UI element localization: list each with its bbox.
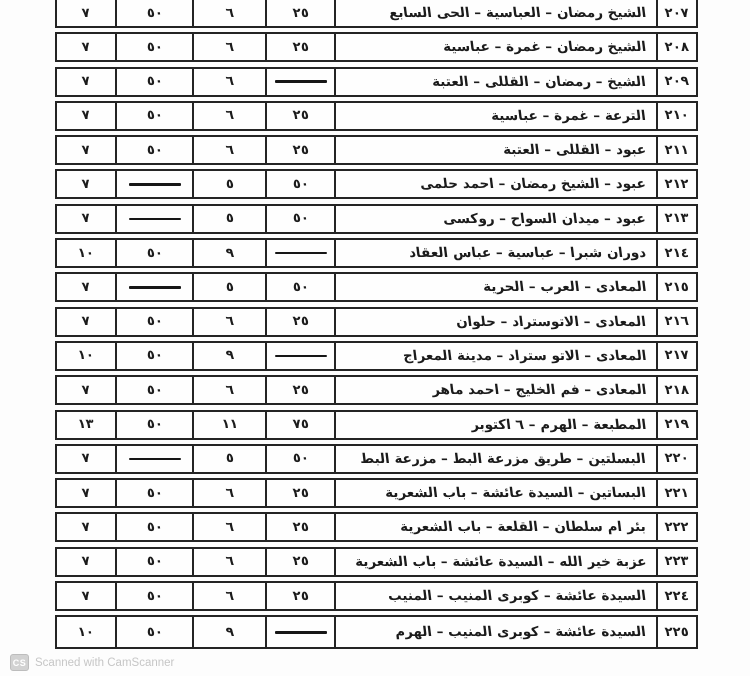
route-name-text: بئر ام سلطان – القلعة – باب الشعرية: [399, 519, 647, 536]
table-row: [55, 32, 698, 62]
fare-col-2-text: ٦: [224, 5, 235, 21]
fare-col-2: [192, 171, 265, 197]
row-number-text: ٢٠٨: [664, 39, 690, 55]
fare-col-3-text: ٥٠: [145, 519, 164, 535]
row-number-text: ٢٢٢: [664, 519, 690, 535]
no-value-dash: [129, 218, 181, 221]
row-number: [656, 549, 696, 575]
fare-col-3: [115, 446, 192, 472]
fare-col-1: [265, 274, 334, 300]
fare-col-3-text: ٥٠: [145, 382, 164, 398]
fare-col-2-text: ٥: [224, 279, 235, 295]
fare-col-2-text: ٥: [224, 451, 235, 467]
row-number-text: ٢٠٩: [664, 74, 690, 90]
fare-col-4-text: ٧: [81, 451, 91, 467]
route-name-text: البسلتين – طريق مزرعة البط – مزرعة البط: [359, 450, 647, 467]
fare-col-4: [57, 0, 115, 26]
no-value-dash: [275, 252, 327, 255]
table-row: [55, 478, 698, 508]
camscanner-watermark: [10, 654, 174, 671]
no-value-dash: [275, 80, 327, 83]
table-row: [55, 444, 698, 474]
route-name: [334, 617, 656, 647]
fare-col-4: [57, 480, 115, 506]
fare-col-3: [115, 103, 192, 129]
fare-col-4: [57, 240, 115, 266]
row-number: [656, 274, 696, 300]
row-number: [656, 377, 696, 403]
fare-col-3: [115, 171, 192, 197]
fare-col-1-text: ٥٠: [291, 176, 310, 192]
fare-col-4: [57, 69, 115, 95]
no-value-dash: [275, 631, 327, 634]
fare-col-1: [265, 446, 334, 472]
table-row: [55, 615, 698, 649]
fare-col-3: [115, 549, 192, 575]
route-name-text: الشيخ رمضان – العباسية – الحى السابع: [387, 5, 647, 21]
table-row: [55, 0, 698, 28]
fare-col-3: [115, 34, 192, 60]
fare-col-2-text: ٦: [224, 108, 235, 124]
fare-col-4-text: ٧: [81, 211, 91, 227]
fare-col-1: [265, 34, 334, 60]
fare-col-1-text: ٢٥: [291, 554, 310, 570]
route-name: [334, 377, 656, 403]
fare-col-1-text: ٢٥: [291, 5, 310, 21]
route-name-text: السيدة عائشة – كوبرى المنيب – المنيب: [387, 588, 647, 605]
fare-col-3: [115, 69, 192, 95]
row-number: [656, 137, 696, 163]
row-number-text: ٢١٧: [664, 348, 690, 364]
fare-col-3-text: ٥٠: [145, 108, 164, 124]
row-number: [656, 583, 696, 609]
fare-col-4: [57, 34, 115, 60]
fare-col-1: [265, 343, 334, 369]
fare-col-4: [57, 171, 115, 197]
fare-col-1: [265, 617, 334, 647]
fare-col-4-text: ١٠: [77, 624, 95, 640]
row-number-text: ٢٢٠: [664, 451, 690, 467]
table-row: [55, 67, 698, 97]
fare-col-3-text: ٥٠: [145, 348, 164, 364]
table-row: [55, 410, 698, 440]
row-number: [656, 412, 696, 438]
route-name: [334, 309, 656, 335]
fare-col-3-text: ٥٠: [145, 74, 164, 90]
fare-col-2: [192, 617, 265, 647]
row-number-text: ٢١٥: [664, 279, 690, 295]
no-value-dash: [275, 355, 327, 358]
row-number: [656, 34, 696, 60]
fare-col-4: [57, 549, 115, 575]
fare-col-4-text: ٧: [81, 382, 91, 398]
fare-col-4-text: ٧: [81, 39, 91, 55]
fare-col-1: [265, 69, 334, 95]
fare-col-4: [57, 206, 115, 232]
fare-col-1-text: ٧٥: [291, 417, 310, 433]
fare-col-4: [57, 377, 115, 403]
fare-col-3: [115, 583, 192, 609]
fare-col-4: [57, 343, 115, 369]
route-name-text: عبود – الشيخ رمضان – احمد حلمى: [419, 176, 647, 193]
fare-col-2-text: ٩: [224, 245, 235, 261]
fare-col-1-text: ٢٥: [291, 485, 310, 501]
fare-col-4: [57, 274, 115, 300]
fare-col-1-text: ٢٥: [291, 382, 310, 398]
fare-col-2: [192, 549, 265, 575]
fare-col-2: [192, 514, 265, 540]
table-row: [55, 238, 698, 268]
row-number-text: ٢١٢: [664, 176, 690, 192]
fare-col-1: [265, 309, 334, 335]
fare-col-3-text: ٥٠: [145, 417, 164, 433]
fare-col-2: [192, 309, 265, 335]
route-name-text: الشيخ – رمضان – القللى – العتبة: [431, 73, 647, 90]
fare-col-2: [192, 583, 265, 609]
fare-col-3: [115, 617, 192, 647]
table-row: [55, 341, 698, 371]
row-number-text: ٢٢٤: [664, 588, 690, 604]
row-number-text: ٢١٩: [664, 417, 690, 433]
fare-col-2-text: ٦: [224, 382, 235, 398]
fare-col-2-text: ٦: [224, 554, 235, 570]
fare-col-4-text: ٧: [81, 176, 91, 192]
fare-col-3-text: ٥٠: [145, 485, 164, 501]
row-number: [656, 69, 696, 95]
fare-col-2: [192, 480, 265, 506]
route-name: [334, 171, 656, 197]
table-row: [55, 307, 698, 337]
table-row: [55, 204, 698, 234]
fare-col-1: [265, 137, 334, 163]
table-row: [55, 581, 698, 611]
row-number-text: ٢١٦: [664, 314, 690, 330]
row-number-text: ٢١٣: [664, 211, 690, 227]
fare-col-2-text: ٦: [224, 142, 235, 158]
fare-col-2-text: ٦: [224, 314, 235, 330]
no-value-dash: [129, 286, 181, 289]
fare-col-2: [192, 206, 265, 232]
row-number-text: ٢١٤: [664, 245, 690, 261]
table-row: [55, 169, 698, 199]
fare-col-1-text: ٢٥: [291, 314, 310, 330]
camscanner-logo-icon: CS: [10, 654, 29, 671]
fare-col-1: [265, 0, 334, 26]
table-row: [55, 272, 698, 302]
fare-col-3: [115, 480, 192, 506]
fare-col-4-text: ٧: [81, 108, 91, 124]
row-number: [656, 171, 696, 197]
fare-col-1: [265, 583, 334, 609]
route-name: [334, 206, 656, 232]
fare-col-4: [57, 103, 115, 129]
fare-col-2: [192, 240, 265, 266]
fare-col-4: [57, 583, 115, 609]
fare-col-3: [115, 309, 192, 335]
fare-col-1-text: ٢٥: [291, 39, 310, 55]
fare-col-3: [115, 206, 192, 232]
route-name-text: عزبة خير الله – السيدة عائشة – باب الشعرية: [353, 553, 647, 570]
fare-col-3-text: ٥٠: [145, 314, 164, 330]
row-number-text: ٢٢٣: [664, 554, 690, 570]
route-name: [334, 69, 656, 95]
fare-col-1-text: ٢٥: [291, 519, 310, 535]
fare-col-2: [192, 377, 265, 403]
no-value-dash: [129, 183, 181, 186]
fare-col-3-text: ٥٠: [145, 142, 164, 158]
row-number-text: ٢١٠: [664, 108, 690, 124]
route-name: [334, 583, 656, 609]
fare-col-1-text: ٥٠: [291, 279, 310, 295]
fare-col-3: [115, 137, 192, 163]
fare-col-3: [115, 343, 192, 369]
row-number: [656, 480, 696, 506]
route-name-text: المعادى – فم الخليج – احمد ماهر: [430, 382, 647, 399]
fare-col-2: [192, 34, 265, 60]
fare-col-4-text: ٧: [81, 279, 91, 295]
fare-col-2-text: ٦: [224, 74, 235, 90]
fare-col-3-text: ٥٠: [145, 39, 164, 55]
fare-col-2-text: ٦: [224, 485, 235, 501]
row-number: [656, 206, 696, 232]
table-row: [55, 547, 698, 577]
route-name-text: السيدة عائشة – كوبرى المنيب – الهرم: [394, 624, 647, 641]
fare-col-2-text: ٥: [224, 176, 235, 192]
row-number: [656, 343, 696, 369]
row-number-text: ٢٢٥: [664, 624, 690, 640]
fare-col-2-text: ١١: [220, 417, 239, 433]
row-number: [656, 240, 696, 266]
fare-col-4: [57, 309, 115, 335]
fare-col-3: [115, 0, 192, 26]
fare-col-4-text: ٧: [81, 5, 91, 21]
route-name: [334, 480, 656, 506]
fare-col-4-text: ٧: [81, 554, 91, 570]
route-name: [334, 446, 656, 472]
route-name: [334, 412, 656, 438]
route-name-text: المطبعة – الهرم – ٦ اكتوبر: [469, 416, 647, 433]
row-number-text: ٢١٨: [664, 382, 690, 398]
fare-col-4: [57, 617, 115, 647]
fare-col-4-text: ٧: [81, 519, 91, 535]
fare-col-4: [57, 137, 115, 163]
fare-col-1: [265, 240, 334, 266]
route-name-text: المعادى – العرب – الحرية: [481, 279, 647, 296]
fare-col-2: [192, 412, 265, 438]
fare-col-1-text: ٥٠: [291, 451, 310, 467]
table-row: [55, 375, 698, 405]
fares-table: [55, 0, 698, 654]
row-number-text: ٢٠٧: [664, 5, 690, 21]
fare-col-4-text: ٧: [81, 485, 91, 501]
fare-col-2-text: ٩: [224, 348, 235, 364]
table-row: [55, 512, 698, 542]
row-number: [656, 103, 696, 129]
fare-col-4: [57, 446, 115, 472]
fare-col-2: [192, 137, 265, 163]
fare-col-1-text: ٢٥: [291, 108, 310, 124]
table-row: [55, 135, 698, 165]
fare-col-1: [265, 549, 334, 575]
fare-col-2: [192, 69, 265, 95]
fare-col-2: [192, 103, 265, 129]
row-number: [656, 0, 696, 26]
fare-col-1: [265, 412, 334, 438]
route-name-text: المعادى – الاتو ستراد – مدينة المعراج: [401, 347, 647, 364]
fare-col-4-text: ٧: [81, 74, 91, 90]
fare-col-3-text: ٥٠: [145, 245, 164, 261]
fare-col-4-text: ١٠: [77, 348, 95, 364]
fare-col-1-text: ٢٥: [291, 588, 310, 604]
fare-col-4-text: ١٣: [77, 417, 95, 433]
row-number-text: ٢٢١: [664, 485, 690, 501]
fare-col-1: [265, 206, 334, 232]
fare-col-2: [192, 446, 265, 472]
row-number-text: ٢١١: [664, 142, 690, 158]
fare-col-2: [192, 343, 265, 369]
route-name-text: الشيخ رمضان – غمرة – عباسية: [441, 39, 647, 56]
fare-col-1: [265, 514, 334, 540]
route-name: [334, 549, 656, 575]
route-name: [334, 514, 656, 540]
fare-col-3-text: ٥٠: [145, 588, 164, 604]
row-number: [656, 309, 696, 335]
fare-col-2: [192, 0, 265, 26]
fare-col-4-text: ٧: [81, 142, 91, 158]
route-name: [334, 240, 656, 266]
route-name-text: المعادى – الاتوستراد – حلوان: [455, 313, 647, 330]
no-value-dash: [129, 458, 181, 461]
fare-col-1: [265, 171, 334, 197]
fare-col-4-text: ٧: [81, 588, 91, 604]
fare-col-3-text: ٥٠: [145, 624, 164, 640]
row-number: [656, 514, 696, 540]
route-name-text: البساتين – السيدة عائشة – باب الشعرية: [384, 485, 647, 502]
fare-col-4-text: ٧: [81, 314, 91, 330]
fare-col-2-text: ٦: [224, 39, 235, 55]
fare-col-3: [115, 412, 192, 438]
table-row: [55, 101, 698, 131]
fare-col-3: [115, 377, 192, 403]
fare-col-3: [115, 514, 192, 540]
fare-col-2-text: ٥: [224, 211, 235, 227]
fare-col-3: [115, 240, 192, 266]
fare-col-1: [265, 480, 334, 506]
fare-col-4-text: ١٠: [77, 245, 95, 261]
fare-col-4: [57, 412, 115, 438]
fare-col-3: [115, 274, 192, 300]
fare-col-2-text: ٩: [224, 624, 235, 640]
row-number: [656, 617, 696, 647]
fare-col-3-text: ٥٠: [145, 5, 164, 21]
row-number: [656, 446, 696, 472]
route-name-text: عبود – القللى – العتبة: [501, 142, 647, 159]
fare-col-3-text: ٥٠: [145, 554, 164, 570]
fare-col-1-text: ٥٠: [291, 211, 310, 227]
fare-col-2-text: ٦: [224, 588, 235, 604]
route-name: [334, 137, 656, 163]
route-name: [334, 103, 656, 129]
fare-col-1: [265, 103, 334, 129]
fare-col-1-text: ٢٥: [291, 142, 310, 158]
route-name-text: عبود – ميدان السواح – روكسى: [442, 210, 647, 227]
route-name: [334, 0, 656, 26]
fare-col-4: [57, 514, 115, 540]
watermark-text: Scanned with CamScanner: [35, 656, 175, 669]
route-name-text: دوران شبرا – عباسية – عباس العقاد: [408, 245, 647, 262]
route-name-text: الترعة – غمرة – عباسية: [490, 107, 647, 124]
fare-col-2-text: ٦: [224, 519, 235, 535]
route-name: [334, 274, 656, 300]
fare-col-2: [192, 274, 265, 300]
route-name: [334, 34, 656, 60]
route-name: [334, 343, 656, 369]
fare-col-1: [265, 377, 334, 403]
